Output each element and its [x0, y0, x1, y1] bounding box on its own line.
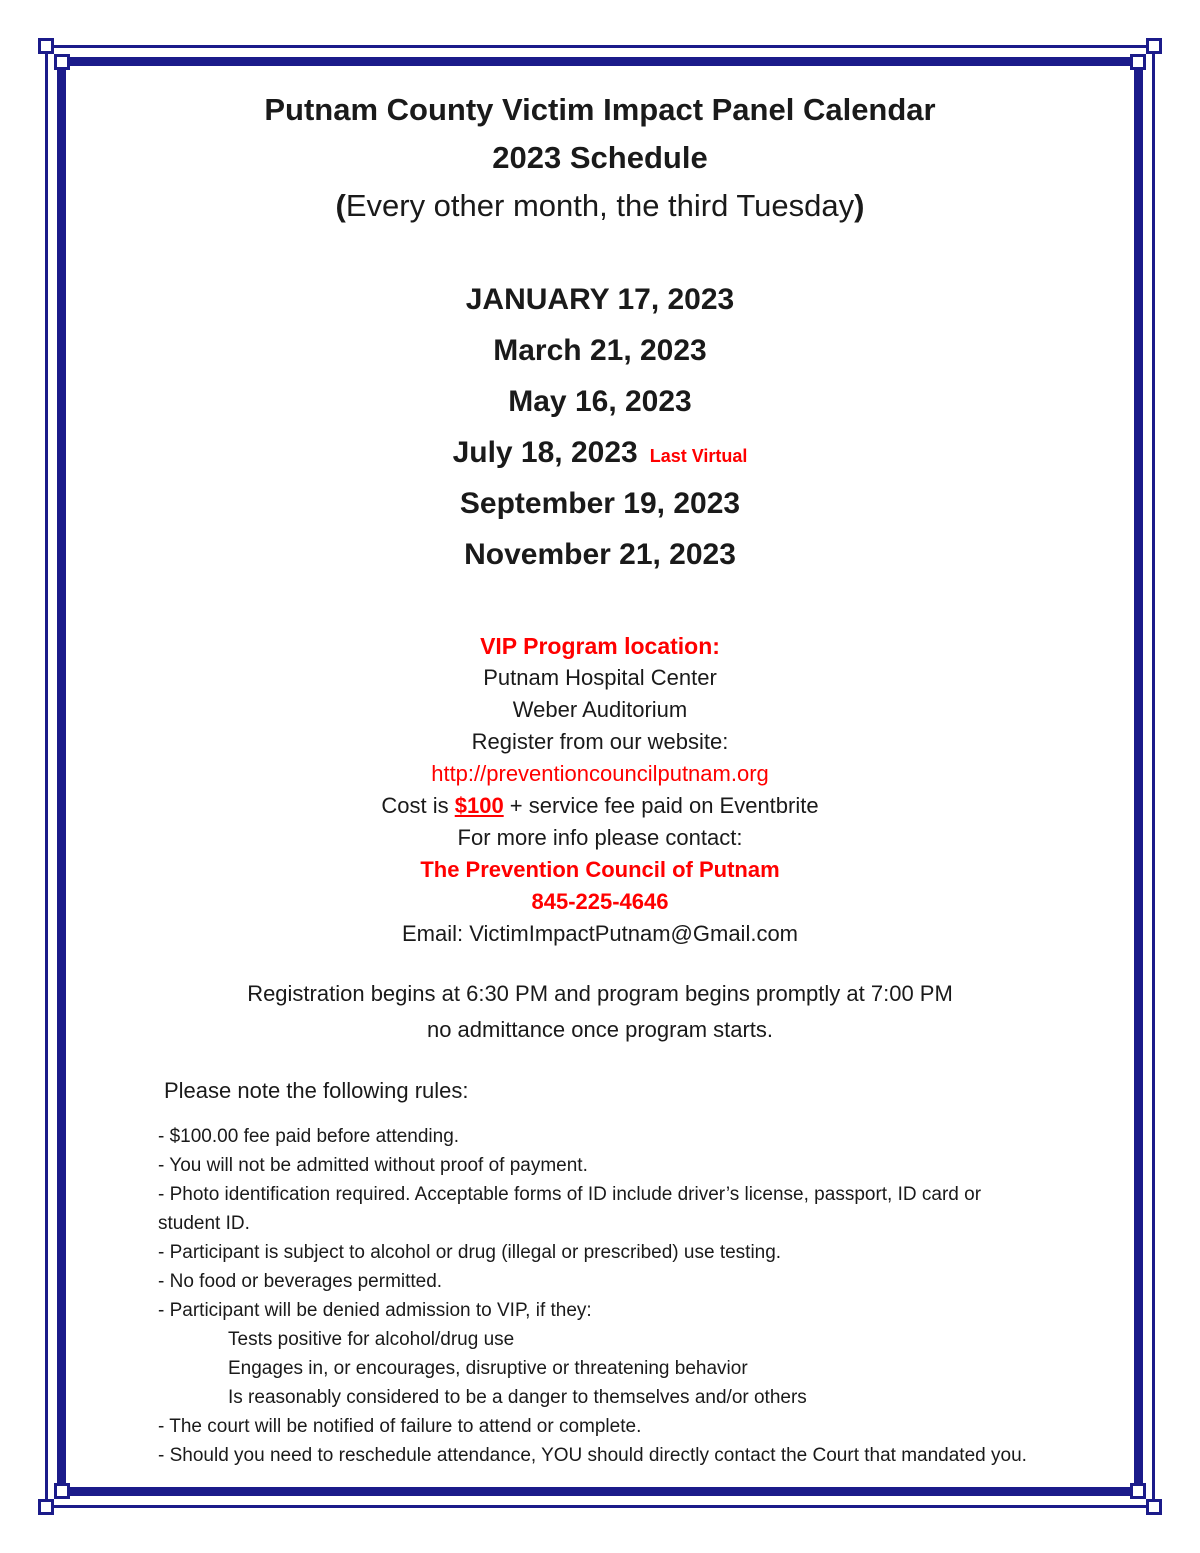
date-text: November 21, 2023 [464, 538, 736, 571]
contact-label: For more info please contact: [457, 825, 743, 850]
date-item [90, 480, 1110, 531]
registration-line-2: no admittance once program starts. [426, 1017, 774, 1042]
rule-subitem: Is reasonably considered to be a danger to themselves and/or others [228, 1387, 807, 1408]
border-corner-ornament [54, 1483, 70, 1499]
border-corner-ornament [38, 1499, 54, 1515]
rules-section [90, 1078, 1110, 1470]
flyer-content [90, 86, 1110, 1470]
date-item [90, 378, 1110, 429]
rule-item: - Participant is subject to alcohol or drug (illegal or prescribed) use testing. [158, 1242, 782, 1263]
registration-note [90, 976, 1110, 1048]
location-heading: VIP Program location: [480, 633, 720, 659]
rule-item: - You will not be admitted without proof of payment. [158, 1155, 588, 1176]
cost-prefix: Cost is [381, 793, 455, 818]
border-corner-ornament [54, 54, 70, 70]
date-text: March 21, 2023 [493, 334, 707, 367]
rule-item: - Photo identification required. Acceptable forms of ID include driver’s license, passport, ID card or student ID. [158, 1184, 982, 1234]
rule-item: - No food or beverages permitted. [158, 1271, 443, 1292]
website-link[interactable]: http://preventioncouncilputnam.org [431, 761, 769, 786]
location-block [90, 630, 1110, 950]
cost-suffix: + service fee paid on Eventbrite [503, 793, 819, 818]
rule-item: - Should you need to reschedule attendance, YOU should directly contact the Court that mandated you. [158, 1445, 1027, 1466]
registration-line-1: Registration begins at 6:30 PM and program begins promptly at 7:00 PM [247, 981, 953, 1006]
location-venue: Putnam Hospital Center [483, 665, 717, 690]
date-item [90, 276, 1110, 327]
page-tagline [90, 182, 1110, 230]
date-list [90, 276, 1110, 582]
tagline-text: Every other month, the third Tuesday [345, 188, 855, 223]
border-corner-ornament [1130, 54, 1146, 70]
border-corner-ornament [1130, 1483, 1146, 1499]
rule-subitem: Engages in, or encourages, disruptive or threatening behavior [228, 1358, 748, 1379]
border-corner-ornament [1146, 38, 1162, 54]
tagline-close-paren: ) [854, 188, 865, 223]
org-name: The Prevention Council of Putnam [420, 857, 780, 882]
border-corner-ornament [1146, 1499, 1162, 1515]
date-text: JANUARY 17, 2023 [465, 283, 735, 316]
date-text: May 16, 2023 [508, 385, 692, 418]
rule-item: - The court will be notified of failure to attend or complete. [158, 1416, 642, 1437]
page-title: Putnam County Victim Impact Panel Calendar [264, 92, 936, 127]
phone-number: 845-225-4646 [531, 889, 669, 914]
rules-heading: Please note the following rules: [164, 1078, 469, 1103]
border-corner-ornament [38, 38, 54, 54]
page-subtitle: 2023 Schedule [492, 140, 708, 175]
date-text: July 18, 2023 [452, 436, 638, 469]
tagline-open-paren: ( [335, 188, 346, 223]
cost-line [90, 790, 1110, 822]
register-label: Register from our website: [471, 729, 729, 754]
date-note-last-virtual: Last Virtual [649, 446, 748, 466]
date-item [90, 531, 1110, 582]
location-room: Weber Auditorium [512, 697, 688, 722]
email-line: Email: VictimImpactPutnam@Gmail.com [401, 921, 799, 946]
date-text: September 19, 2023 [459, 487, 741, 520]
rule-subitem: Tests positive for alcohol/drug use [228, 1329, 515, 1350]
date-item [90, 327, 1110, 378]
rule-item: - Participant will be denied admission to VIP, if they: [158, 1300, 592, 1321]
title-block [90, 86, 1110, 230]
rule-item: - $100.00 fee paid before attending. [158, 1126, 460, 1147]
date-item [90, 429, 1110, 480]
cost-amount: $100 [454, 793, 504, 818]
rules-list [158, 1122, 1040, 1470]
